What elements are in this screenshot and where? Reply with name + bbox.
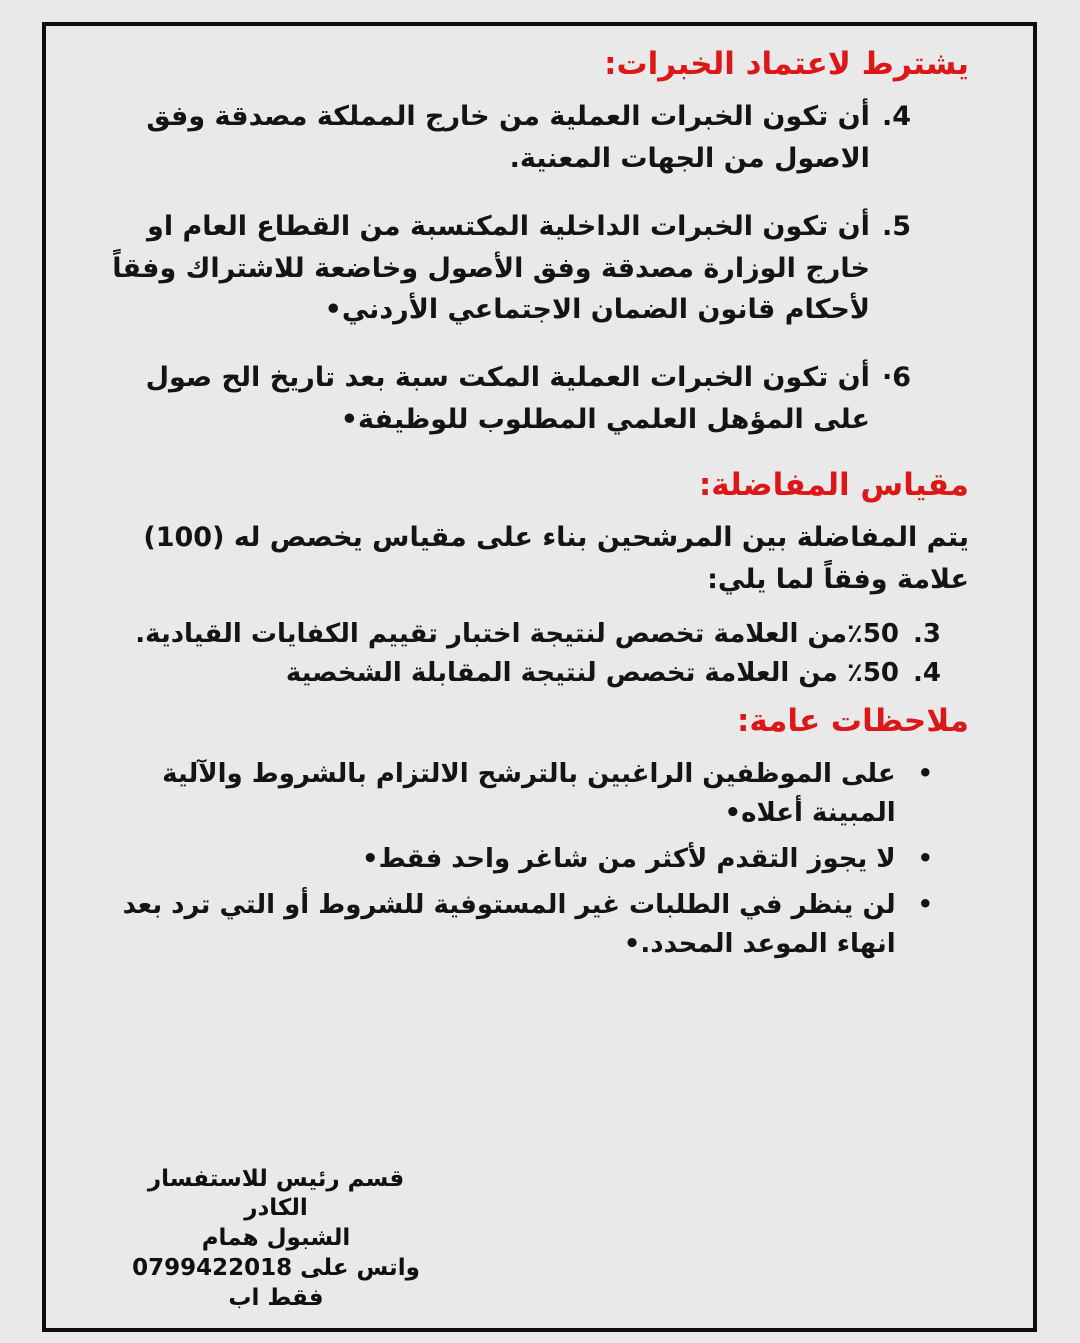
- notes-bullet-list: [110, 755, 969, 964]
- list-item: [110, 96, 911, 180]
- list-item: [110, 615, 941, 654]
- list-item-text: أن تكون الخبرات الداخلية المكتسبة من القطاع العام او خارج الوزارة مصدقة وفق الأصول وخاضعة للاشتراك وفقاً لأحكام قانون الضمان الاجتماعي الأردني•: [112, 210, 870, 326]
- footer-contact-block: [118, 1165, 434, 1314]
- list-item-text: أن تكون الخبرات العملية من خارج المملكة مصدقة وفق الاصول من الجهات المعنية.: [146, 101, 870, 174]
- list-item-marker: 4.: [913, 657, 941, 688]
- list-item: [110, 357, 911, 441]
- list-item: [110, 654, 941, 693]
- bullet-icon: •: [917, 843, 933, 872]
- list-item-text: لن ينظر في الطلبات غير المستوفية للشروط أو التي ترد بعد انهاء الموعد المحدد.•: [122, 889, 896, 959]
- list-item: [110, 755, 933, 833]
- page-border-frame: [42, 22, 1037, 1332]
- bullet-icon: •: [917, 758, 933, 787]
- section-heading-scale: مقياس المفاضلة:: [698, 466, 969, 503]
- list-item-marker: 3.: [913, 618, 941, 649]
- section-heading-notes: ملاحظات عامة:: [736, 702, 969, 739]
- section-heading-experience: يشترط لاعتماد الخبرات:: [604, 46, 969, 82]
- list-item: [110, 840, 933, 879]
- list-item-text: ٪50من العلامة تخصص لنتيجة اختبار تقييم الكفايات القيادية.: [135, 618, 900, 649]
- experience-list: [110, 96, 969, 441]
- list-item-text: أن تكون الخبرات العملية المكت سبة بعد تاريخ الح صول على المؤهل العلمي المطلوب للوظيفة•: [145, 362, 870, 436]
- footer-contact-line: همام الشبول: [201, 1225, 351, 1252]
- list-item-marker: 4.: [881, 101, 911, 132]
- list-item-marker: 6·: [881, 362, 911, 394]
- bullet-icon: •: [917, 889, 933, 918]
- list-item: [110, 886, 933, 964]
- list-item-text: لا يجوز التقدم لأكثر من شاغر واحد فقط•: [362, 843, 896, 874]
- list-item-text: ٪50 من العلامة تخصص لنتيجة المقابلة الشخصية: [285, 657, 900, 688]
- footer-contact-line: للاستفسار رئيس قسم الكادر: [147, 1165, 405, 1222]
- footer-contact-line: 0799422018 على واتس اب فقط: [132, 1255, 420, 1312]
- scale-list: [110, 615, 969, 693]
- list-item-marker: 5.: [881, 210, 911, 242]
- list-item-text: على الموظفين الراغبين بالترشح الالتزام بالشروط والآلية المبينة أعلاه•: [162, 758, 896, 828]
- list-item: [110, 206, 911, 332]
- scale-intro-text: يتم المفاضلة بين المرشحين بناء على مقياس يخصص له (100) علامة وفقاً لما يلي:: [143, 521, 969, 595]
